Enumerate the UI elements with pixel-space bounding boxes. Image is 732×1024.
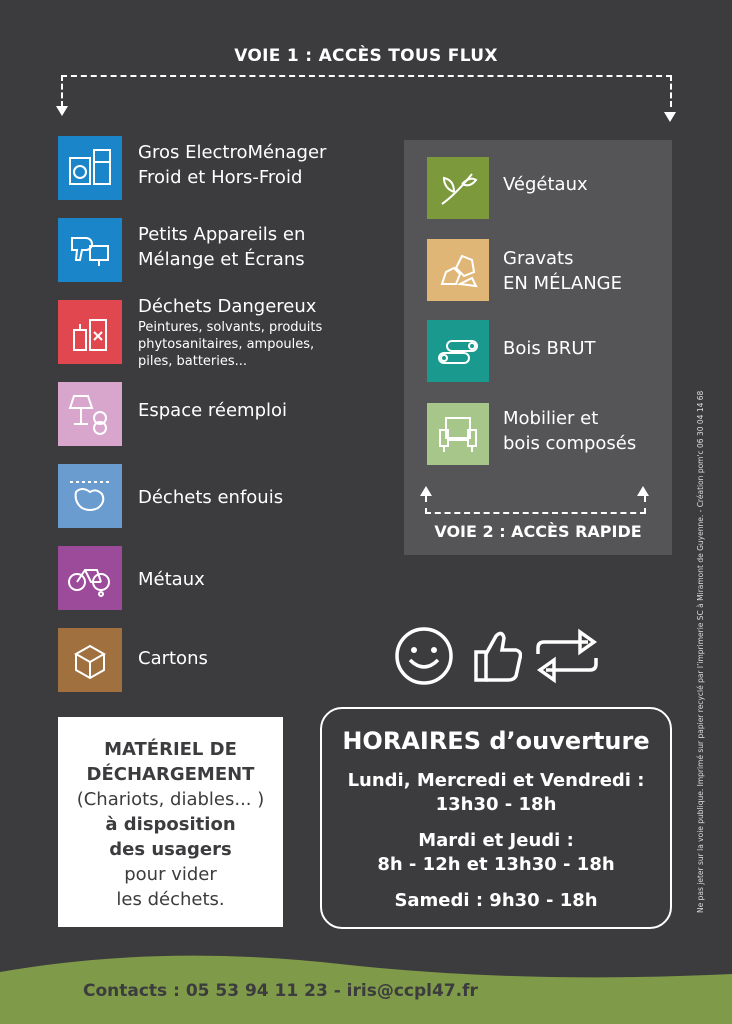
arrow-up-icon bbox=[637, 486, 649, 496]
side-note: Ne pas jeter sur la voie publique. Imprimé sur papier recyclé par l’imprimerie SC à Miramont de Guyenne. - Création pom'c 06 30 04 14 68 bbox=[696, 390, 705, 913]
item-mobilier-label: Mobilier et bois composés bbox=[503, 408, 637, 454]
horaires-days2: Mardi et Jeudi : bbox=[418, 830, 574, 851]
materiel-l6: pour vider bbox=[124, 864, 217, 885]
smiley-icon bbox=[392, 626, 456, 690]
horaires-hours2: 8h - 12h et 13h30 - 18h bbox=[377, 854, 615, 875]
item-bois-brut-label: Bois BRUT bbox=[503, 338, 596, 359]
arrow-down-icon bbox=[56, 106, 68, 116]
materiel-l3: (Chariots, diables... ) bbox=[76, 789, 265, 810]
horaires-samedi: Samedi : 9h30 - 18h bbox=[394, 890, 598, 911]
appliance-icon bbox=[58, 136, 122, 200]
box-icon bbox=[58, 628, 122, 692]
horaires-title: HORAIRES d’ouverture bbox=[342, 727, 650, 755]
arrow-up-icon bbox=[420, 486, 432, 496]
item-gravats-label: Gravats EN MÉLANGE bbox=[503, 248, 623, 294]
materiel-l7: les déchets. bbox=[116, 889, 225, 910]
item-pae-label: Petits Appareils en Mélange et Écrans bbox=[138, 224, 306, 270]
item-vegetaux-label: Végétaux bbox=[503, 174, 588, 195]
footer-contacts: Contacts : 05 53 94 11 23 - iris@ccpl47.fr bbox=[83, 981, 478, 1001]
voie1-dashed-path bbox=[61, 75, 672, 107]
bicycle-icon bbox=[58, 546, 122, 610]
horaires-hours1: 13h30 - 18h bbox=[435, 794, 557, 815]
item-metaux-label: Métaux bbox=[138, 569, 205, 590]
item-gem-label: Gros ElectroMénager Froid et Hors-Froid bbox=[138, 142, 327, 188]
voie2-dashed-path bbox=[425, 496, 646, 514]
materiel-box bbox=[58, 717, 283, 927]
voie2-title: VOIE 2 : ACCÈS RAPIDE bbox=[434, 522, 642, 541]
hairdryer-screen-icon bbox=[58, 218, 122, 282]
swap-arrows-icon bbox=[532, 626, 602, 690]
item-dangereux-label: Déchets Dangereux Peintures, solvants, produits phytosanitaires, ampoules, piles, batteries... bbox=[138, 296, 323, 369]
item-enfouis-label: Déchets enfouis bbox=[138, 487, 284, 508]
rubble-icon bbox=[427, 239, 489, 301]
item-cartons-label: Cartons bbox=[138, 648, 208, 669]
item-reemploi-label: Espace réemploi bbox=[138, 400, 288, 421]
lamp-teddy-icon bbox=[58, 382, 122, 446]
horaires-days1: Lundi, Mercredi et Vendredi : bbox=[347, 770, 645, 791]
horaires-box bbox=[320, 707, 672, 929]
hazard-bottles-icon bbox=[58, 300, 122, 364]
materiel-l4: à disposition bbox=[105, 814, 236, 835]
buried-waste-icon bbox=[58, 464, 122, 528]
materiel-l1: MATÉRIEL DE bbox=[104, 739, 237, 760]
armchair-icon bbox=[427, 403, 489, 465]
thumbs-up-icon bbox=[470, 626, 522, 690]
arrow-down-icon bbox=[664, 112, 676, 122]
materiel-l5: des usagers bbox=[109, 839, 232, 860]
leaves-icon bbox=[427, 157, 489, 219]
materiel-l2: DÉCHARGEMENT bbox=[86, 764, 255, 785]
logs-icon bbox=[427, 320, 489, 382]
voie1-title: VOIE 1 : ACCÈS TOUS FLUX bbox=[234, 46, 498, 66]
